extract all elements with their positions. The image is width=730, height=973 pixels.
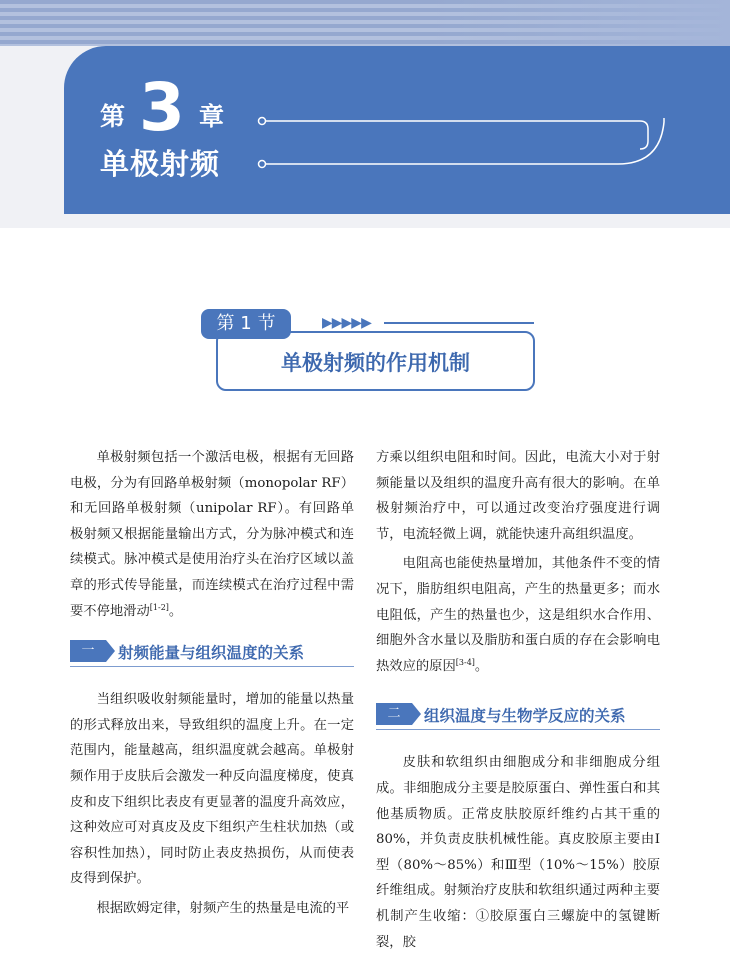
chapter-prefix: 第: [100, 102, 126, 131]
subsection-number-tag: 一: [70, 640, 106, 662]
paragraph: 当组织吸收射频能量时，增加的能量以热量的形式释放出来，导致组织的温度上升。在一定范围内，能量越高，组织温度就会越高。单极射频作用于皮肤后会激发一种反向温度梯度，使真皮和皮下组织比表皮有更显著的温度升高效应，这种效应可对真皮及皮下组织产生柱状加热（或容积性加热），同时防止表皮热损伤，从而使表皮得到保护。: [70, 692, 354, 887]
subsection-number-tag: 二: [376, 703, 412, 725]
paragraph: 根据欧姆定律，射频产生的热量是电流的平: [96, 900, 350, 916]
section-divider-line: [384, 322, 534, 324]
subsection-heading-1: [70, 638, 354, 667]
section-title: 单极射频的作用机制: [281, 351, 470, 375]
citation: [1-2]: [149, 602, 169, 612]
paragraph: 电阻高也能使热量增加，其他条件不变的情况下，脂肪组织电阻高，产生的热量更多；而水电阻低，产生的热量也少，这是组织水合作用、细胞外含水量以及脂肪和蛋白质的存在会影响电热效应的原因[3-4]。: [376, 556, 660, 674]
left-column: [70, 445, 354, 922]
paragraph: 皮肤和软组织由细胞成分和非细胞成分组成。非细胞成分主要是胶原蛋白、弹性蛋白和其他基质物质。正常皮肤胶原纤维约占其干重的80%，并负责皮肤机械性能。真皮胶原主要由Ⅰ型（80%～85%）和Ⅲ型（10%～15%）胶原纤维组成。射频治疗皮肤和软组织通过两种主要机制产生收缩：①胶原蛋白三螺旋中的氢键断裂，胶: [376, 755, 660, 950]
paragraph-continued: 方乘以组织电阻和时间。因此，电流大小对于射频能量以及组织的温度升高有很大的影响。在单极射频治疗中，可以通过改变治疗强度进行调节，电流轻微上调，就能快速升高组织温度。: [376, 450, 660, 542]
chapter-decoration-lines: [0, 0, 730, 228]
subsection-title: 射频能量与组织温度的关系: [118, 644, 305, 663]
section-arrows-icon: ▶▶▶▶▶: [322, 315, 371, 331]
chapter-suffix: 章: [198, 102, 224, 131]
section-number-tab: 第 1 节: [201, 309, 291, 339]
citation: [3-4]: [455, 657, 475, 667]
subsection-title: 组织温度与生物学反应的关系: [424, 707, 626, 726]
subsection-heading-2: [376, 701, 660, 730]
paragraph: 单极射频包括一个激活电极，根据有无回路电极，分为有回路单极射频（monopolar RF）和无回路单极射频（unipolar RF）。有回路单极射频又根据能量输出方式，分为脉冲模式和连续模式。脉冲模式是使用治疗头在治疗区域以盖章的形式传导能量，而连续模式在治疗过程中需要不停地滑动[1-2]。: [70, 450, 354, 619]
chapter-number: 3: [139, 69, 185, 146]
right-column: [376, 445, 660, 955]
chapter-title: 单极射频: [100, 147, 221, 181]
